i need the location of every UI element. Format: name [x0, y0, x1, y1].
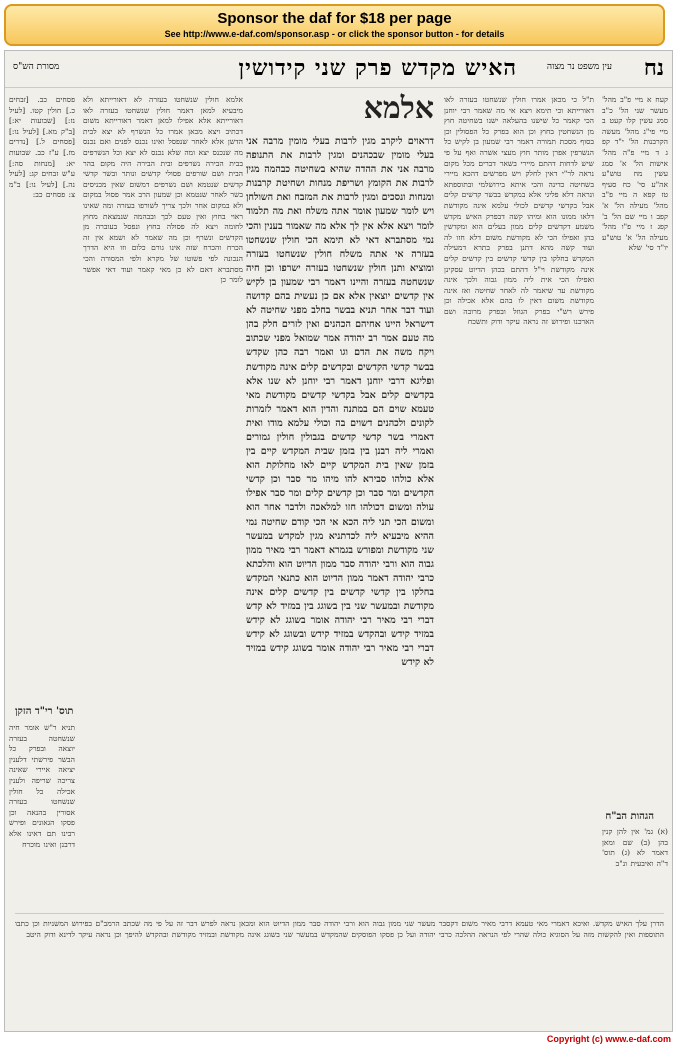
sponsor-title: Sponsor the daf for $18 per page [217, 10, 452, 27]
gemara-column [246, 135, 434, 865]
sponsor-banner[interactable] [4, 4, 665, 46]
tosafot-rid-text: תניא ר"ש אומר חיה שנשחטה בעזרה יוצאה ובפרק כל הבשר פירשתי דלענין יציאה איירי שאינה צריכה שריפה ולענין אכילה כל חולין שנשחטו בעזרה אסורין בהנאה וכן פסקו הגאונים ופירש רבינו תם דאינו אלא דרבנן ואינו מוכרח [9, 723, 75, 849]
tosafot-text: ת"ל כי מכאן אמרו חולין שנשחטו בעזרה לאו דאורייתא וכי תימא ויצא אי מה שאמר רבי יוחנן הכי קאמר כל שישנו בהעלאה ישנו בשחיטה חוץ מן הנשחטין בחוץ וכן הוא בפרק כל הפסולין וכן בסוף מסכת תמורה דאמר רבי שמעון בן לקיש כל הנשרפין אפרן מותר חוץ מעצי אשרה ואף על פי שיש לדחות דהתם מיירי בשאר דברים מכל מקום נראה לר"י דאין לחלק ויש מפרשים דהכא מיירי בשחיטה כדינה והכי איתא בירושלמי ובתוספתא ונראה דלא פליגי אלא במקדש בבשר קדשים קלים אבל בקדשי קדשים לכולי עלמא אינה מקודשת דלאו ממונו הוא ומיהו קשה דבפרק האיש מקדש משמע דקדשים קלים ממון בעלים הוא ומקדשין בהן ואפילו הכי לא מקודשת משום דלא חזו לה ועוד קשה מהא דתנן בפרק בתרא דמעילה המקדש בחלקו בין קדשי קדשים בין קדשים קלים אינה מקודשת וי"ל דהתם בכהן הדיוט עסקינן ואפילו הכי אית ליה ממון גבוה ולכך אינה מקודשת עד שיאמר לה לאחר שחיטה ואז אינה מקודשת משום דאין לו בהם אלא אכילה וכן פירש רש"י בפרק הגוזל ובפרק מרובה ושם הארכנו ופירוש זה נראה עיקר ודוק ותשכח [444, 95, 594, 327]
rashi-text: אלמא חולין שנשחטו בעזרה לא דאורייתא ולא מיבעיא למאן דאמר חולין שנשחטו בעזרה לאו דאורייתא אלא אפילו למאן דאמר דאורייתא משום דכתיב ויצא מכאן אמרו כל הנשרף לא יצא לבית הדשן אלא לאחר שנפסל ואינו נכנס לפנים ואם נכנס מה שנכנס יצא ומה שלא נכנס לא יצא וכל הנשרפים בבית הבירה נשרפים ובית הבירה היה מקום בהר הבית ושם שורפים פסולי קדשים ונותר ובשר קדשי קדשים שנטמא ושם נשרפים דמשום שאין מכניסים בשר לאחר שנטמא וכן שמעון הרב אמר פסול במקום ולא במקום אחר ולכך צריך לשורפו בעזרה ומה שאינו ראוי בחוץ ואין טעם לכך ובבהמה שנמצאת מחוץ לחומה ויצא לה פסולה בחוץ ונפסל בעוברה מן הקדשים ונשרף וכן מה שאמר לא ושמא אין זה הכרח והכרח שזה אינו גורם כלום וזו היא הדרך הנכונה לפי פשוטו של מקרא ולפי המסורה והכי מסתברא דאם לא כן מאי קאמר ועוד דאי אפשר לומר כן [83, 95, 243, 285]
page-title: האיש מקדש פרק שני קידושין [238, 55, 517, 81]
bottom-commentary [15, 919, 664, 1023]
gemara-opener: אלמא [363, 91, 434, 126]
tosafot-column [444, 95, 594, 905]
ein-mishpat-column [602, 95, 668, 795]
masoret-text: פסחים כב. [זבחים כ.] חולין קטו. [לעיל נז:] [שבועות יא:] [ב"ק מא.] [לעיל נו:] [פסחים ל.] [נדרים מז.] ע"ז כב. שבועות יא: [מנחות סה:] ע"ש זבחים קג: [לעיל נה.] [לעיל נו:] ב"מ צ: פסחים כב: [9, 95, 75, 200]
talmud-page [4, 50, 673, 1032]
hagahot-title: הגהות הב"ח [605, 811, 654, 822]
ein-mishpat-label: עין משפט נר מצוה [546, 62, 612, 72]
bottom-commentary-text: הדרן עלך האיש מקדש. ואיכא דאמרי מאי טעמא דרבי מאיר משום דקסבר מעשר שני ממון גבוה הוא ורבי יהודה סבר ממון הדיוט הוא ומכאן נראה לפרש דבר זה על פי מה שכתב הרמב"ם בפירוש המשניות וכן כתבו התוספות ואין להקשות מזה על הסוגיא כולה שהרי לפי הנראה ההלכה כרבי יהודה ועל כן פסקו הפוסקים שהמקדש במעשר שני בשוגג אינה מקודשת ובמזיד מקודשת ובהקדש להיפך וכן נראה עיקר לדינא ודוק היטב [15, 919, 664, 939]
rashi-column [83, 95, 243, 905]
masoret-hashas-label: מסורת הש"ס [13, 62, 60, 72]
header-divider [5, 87, 673, 88]
masoret-column [9, 95, 75, 695]
copyright-link[interactable]: Copyright (c) www.e-daf.com [546, 1034, 671, 1044]
ein-mishpat-text: קעח א מיי פ"ב מהל' מעשר שני הל' כ"ב סמג עשין קלו קעט ב מיי פי"ג מהל' מעשה הקרבנות הל' י"ד קפ ג ד מיי פ"ה מהל' אישות הל' א' סמג עשין מח טוש"ע אה"ע סי' כח סעיף טז קפא ה מיי פ"ב מהל' מעילה הל' א' קפב ו מיי שם הל' ב' קפג ז מיי פ"ו מהל' מעילה הל' א' טוש"ע יו"ד סי' שלא [602, 95, 668, 253]
tosafot-rid-column [9, 723, 75, 893]
gemara-text: דראוים ליקרב מגין לרבות בעלי מומין מרבה אני בעלי מומין שבכהנים ומגין לרבות את התנופה מרבה אני את ההדה שהיא בשחיטה כבהמה מגין לרבות את הקומץ ושריפת מנחות ושחיטת קרבנות ומנחות ונסכים ומגין לרבות את המזבח ואת השולחן ויש לומר שמעון אומר אתה משלח ואת מה תלמוד לומר ויצא אלא אין לך אלא מה שאמור בענין והכי נמי מסתברא דאי לא תימא הכי חולין שנשחטו בעזרה אי אתה משלח חולין שנשחטו בעזרה ומוציא ותנן חולין שנשחטו בעזרה ישרפו וכן חיה שנשחטה בעזרה והיינו דאמר רבי שמעון בן לקיש אין קדשים יוצאין אלא אם כן נעשית בהם קדושה ועוד דבר אחר תניא בבשר בחלב מפני שחיטה לא דישראל היינו אחיהם הכהנים ואין לזרים חלק בהן מה טעם אמר רב יהודה אמר שמואל מפני שכתוב ויקח משה את הדם וגו ואמר רבה כהן שקדש בבשר קדשי הקדשים ובקדשים קלים אינה מקודשת ופליגא דרבי יוחנן דאמר רבי יוחנן לא שנו אלא בקדשים קלים אבל בקדשי קדשים מקודשת מאי טעמא שוים הם במתנה והדין הוא דאמר לזמרות לקונים ולכהנים דשוים בה וכולי עלמא מודו ואית דאמרי בשר קדשי קדשים בגבולין חולין גמורים ואמרי ליה רבנן בין בזמן שבית המקדש קיים בין בזמן שאין בית המקדש קיים לאו מחלוקת הוא אלא כולהו סבירא להו מיהו מר סבר וכן קדשי הקדשים ומר סבר וכן קדשים קלים ומר סבר אפילו עולה ומשום דכולהו חזו למלאכה ולדבר אחר הוא ומשום הכי תני ליה הכא אי הכי קודם שחיטה נמי ההיא מיבעיא ליה לכדתניא מגין למקדש במעשר שני מקודשת ומפורש בגמרא דאמר רבי מאיר ממון גבוה הוא ורבי יהודה סבר ממון הדיוט הוא והלכתא כרבי יהודה דאמר ממון הדיוט הוא כתנאי המקדש בחלקו בין קדשי קדשים בין קדשים קלים אינה מקודשת ובמעשר שני בין בשוגג בין במזיד לא קדש דברי רבי מאיר רבי יהודה אומר בשוגג לא קידש במזיד קידש ובהקדש במזיד קידש ובשוגג לא קידש דברי רבי מאיר רבי יהודה אומר בשוגג קידש במזיד לא קידש [246, 136, 434, 669]
hagahot-column [602, 827, 668, 907]
bottom-divider [15, 913, 664, 914]
daf-number: נח [643, 55, 664, 81]
hagahot-text: (א) גמ' אין להן קנין בהן (ב) שם ומאן דאמר לא (ג) תוס' ד"ה ואיבעית ונ"ב [602, 827, 668, 868]
tosafot-rid-title: תוס' רי"ד הזקן [15, 706, 74, 717]
sponsor-subtitle: See http://www.e-daf.com/sponsor.asp - or click the sponsor button - for details [164, 29, 505, 39]
